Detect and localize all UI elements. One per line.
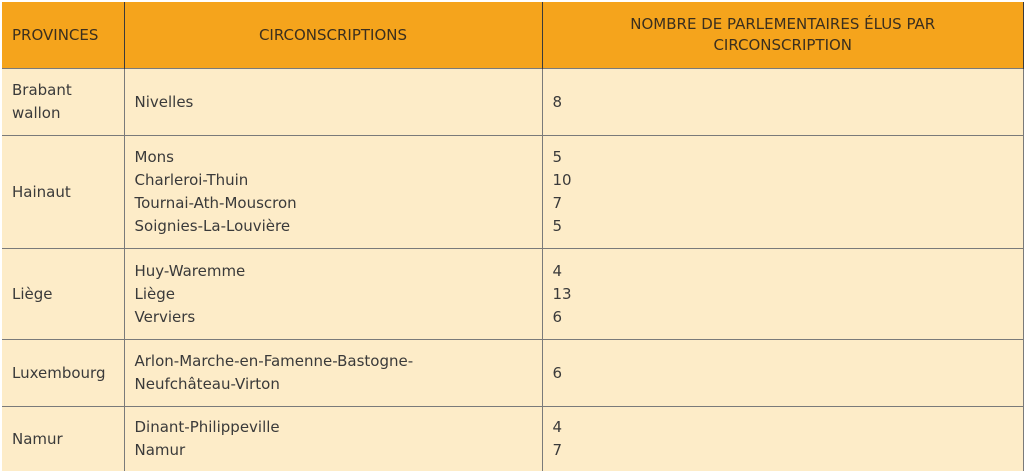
province-name: wallon bbox=[12, 102, 124, 125]
circonscription-name: Arlon-Marche-en-Famenne-Bastogne- bbox=[135, 350, 542, 373]
circonscription-name: Verviers bbox=[135, 306, 542, 329]
nombre-value: 6 bbox=[553, 306, 1024, 329]
nombre-value: 5 bbox=[553, 146, 1024, 169]
header-nombre bbox=[542, 2, 1024, 69]
province-name: Namur bbox=[12, 428, 124, 451]
table-row bbox=[2, 407, 1024, 471]
nombre-cell bbox=[542, 407, 1024, 471]
province-cell bbox=[2, 340, 124, 407]
circonscription-name: Dinant-Philippeville bbox=[135, 416, 542, 439]
nombre-value: 8 bbox=[553, 91, 1024, 114]
header-row bbox=[2, 2, 1024, 69]
circonscription-name: Liège bbox=[135, 283, 542, 306]
header-nombre-line1: NOMBRE DE PARLEMENTAIRES ÉLUS PAR bbox=[630, 15, 935, 33]
table-row bbox=[2, 249, 1024, 340]
nombre-cell bbox=[542, 340, 1024, 407]
nombre-value: 10 bbox=[553, 169, 1024, 192]
province-cell bbox=[2, 407, 124, 471]
nombre-cell bbox=[542, 69, 1024, 136]
circonscriptions-cell bbox=[124, 69, 542, 136]
parlementaires-table bbox=[2, 2, 1024, 471]
province-name: Luxembourg bbox=[12, 362, 124, 385]
nombre-value: 4 bbox=[553, 260, 1024, 283]
province-cell bbox=[2, 69, 124, 136]
table-row bbox=[2, 136, 1024, 249]
nombre-value: 6 bbox=[553, 362, 1024, 385]
header-nombre-line2: CIRCONSCRIPTION bbox=[713, 36, 852, 54]
nombre-value: 5 bbox=[553, 215, 1024, 238]
table-row bbox=[2, 69, 1024, 136]
header-provinces: PROVINCES bbox=[2, 2, 124, 69]
circonscription-name: Mons bbox=[135, 146, 542, 169]
nombre-cell bbox=[542, 249, 1024, 340]
circonscriptions-cell bbox=[124, 340, 542, 407]
nombre-value: 7 bbox=[553, 192, 1024, 215]
circonscriptions-cell bbox=[124, 136, 542, 249]
circonscription-name: Namur bbox=[135, 439, 542, 462]
circonscription-name: Neufchâteau-Virton bbox=[135, 373, 542, 396]
nombre-value: 7 bbox=[553, 439, 1024, 462]
circonscriptions-cell bbox=[124, 407, 542, 471]
province-name: Hainaut bbox=[12, 181, 124, 204]
nombre-value: 4 bbox=[553, 416, 1024, 439]
province-name: Liège bbox=[12, 283, 124, 306]
circonscription-name: Huy-Waremme bbox=[135, 260, 542, 283]
province-name: Brabant bbox=[12, 79, 124, 102]
circonscription-name: Tournai-Ath-Mouscron bbox=[135, 192, 542, 215]
header-circonscriptions: CIRCONSCRIPTIONS bbox=[124, 2, 542, 69]
province-cell bbox=[2, 249, 124, 340]
table-row bbox=[2, 340, 1024, 407]
circonscription-name: Charleroi-Thuin bbox=[135, 169, 542, 192]
nombre-value: 13 bbox=[553, 283, 1024, 306]
nombre-cell bbox=[542, 136, 1024, 249]
province-cell bbox=[2, 136, 124, 249]
circonscription-name: Soignies-La-Louvière bbox=[135, 215, 542, 238]
circonscription-name: Nivelles bbox=[135, 91, 542, 114]
circonscriptions-cell bbox=[124, 249, 542, 340]
